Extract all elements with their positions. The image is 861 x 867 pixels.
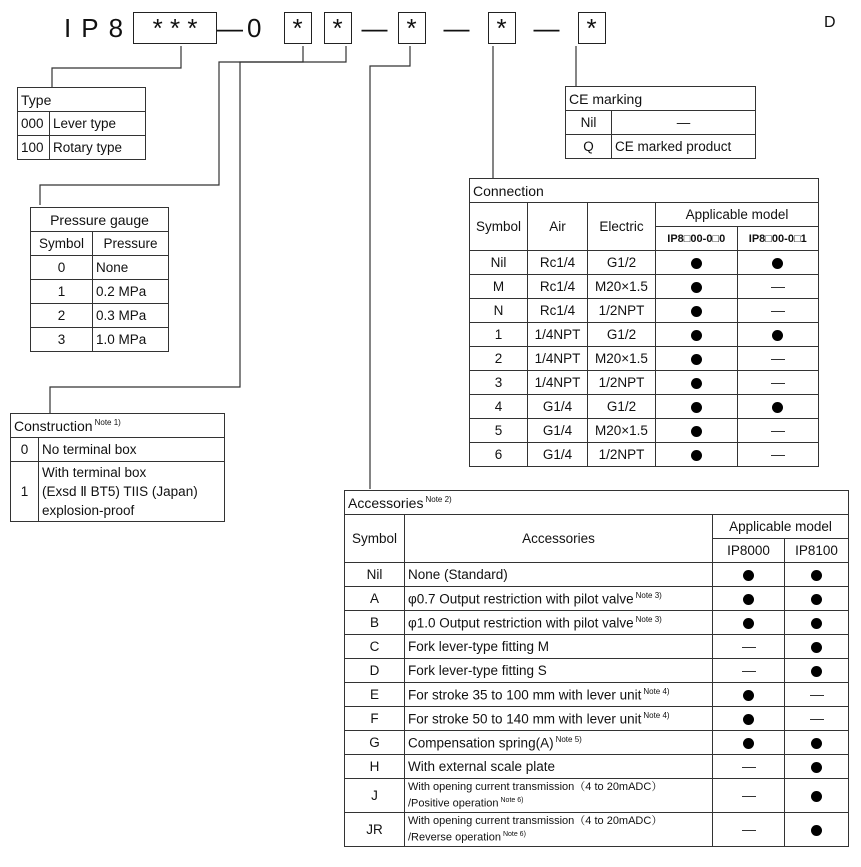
table-row: 1 With terminal box (Exsd Ⅱ BT5) TIIS (Japan) explosion-proof bbox=[11, 462, 225, 522]
pressure-gauge-table: Pressure gauge Symbol Pressure 0 None 1 0.2 MPa 2 0.3 MPa 3 1.0 MPa bbox=[30, 207, 169, 352]
table-row: 5 G1/4 M20×1.5 bbox=[470, 419, 819, 443]
dot-mark bbox=[772, 330, 783, 341]
dot-mark bbox=[691, 450, 702, 461]
table-row: Nil None (Standard) bbox=[345, 563, 849, 587]
ce-marking-table bbox=[565, 86, 756, 159]
dash-mark bbox=[771, 311, 785, 312]
dot-mark bbox=[691, 258, 702, 269]
dash-mark bbox=[810, 719, 824, 720]
table-row: C Fork lever-type fitting M bbox=[345, 635, 849, 659]
table-row: D Fork lever-type fitting S bbox=[345, 659, 849, 683]
table-row: 2 0.3 MPa bbox=[31, 304, 169, 328]
table-row: Nil — bbox=[566, 111, 756, 135]
table-row: 1 1/4NPT G1/2 bbox=[470, 323, 819, 347]
table-row: 2 1/4NPT M20×1.5 bbox=[470, 347, 819, 371]
dot-mark bbox=[743, 594, 754, 605]
table-row: 0 None bbox=[31, 256, 169, 280]
table-row: 1 0.2 MPa bbox=[31, 280, 169, 304]
dash-mark bbox=[742, 671, 756, 672]
dot-mark bbox=[691, 354, 702, 365]
dash-mark bbox=[771, 455, 785, 456]
dash-mark bbox=[771, 431, 785, 432]
table-row: N Rc1/4 1/2NPT bbox=[470, 299, 819, 323]
table-row: J With opening current transmission（4 to 20mADC） /Positive operation $^{Note 6)}$ bbox=[345, 779, 849, 813]
table-row: 3 1/4NPT 1/2NPT bbox=[470, 371, 819, 395]
dot-mark bbox=[691, 402, 702, 413]
code-box-pressure: * bbox=[284, 12, 312, 44]
ce-title: CE marking bbox=[566, 87, 756, 111]
table-row: M Rc1/4 M20×1.5 bbox=[470, 275, 819, 299]
accessories-table: Accessories $^{Note 2)}$ Symbol Accessories Applicable model IP8000 IP8100 Nil None (Standard) A φ0.7 Output restriction with pilot valve $^{Note 3)}$ B φ1.0 Output restriction with pilot valve $^{Note 3)}$ C Fork lever-type fitting M D Fork lever-type fitting S E For stroke 35 to 100 mm with lever unit $^{Note 4)}$ F For stroke 50 to 140 mm with lever unit $^{Note 4)}$ G Compensation spring(A) $^{Note 5)}$ H With external scale plate J With opening current transmission（4 to 20mADC） /Positive operation $^{Note 6)}$ JR With opening current transmission（4 to 20mADC） /Reverse operation $^{Note 6)}$ bbox=[344, 490, 849, 847]
table-row: H With external scale plate bbox=[345, 755, 849, 779]
dot-mark bbox=[691, 330, 702, 341]
table-row: JR With opening current transmission（4 to 20mADC） /Reverse operation $^{Note 6)}$ bbox=[345, 813, 849, 847]
type-title: Type bbox=[18, 88, 146, 112]
dash-mark bbox=[742, 647, 756, 648]
dot-mark bbox=[811, 642, 822, 653]
connection-title: Connection bbox=[470, 179, 819, 203]
dot-mark bbox=[811, 594, 822, 605]
table-row: E For stroke 35 to 100 mm with lever unit $^{Note 4)}$ bbox=[345, 683, 849, 707]
table-row: F For stroke 50 to 140 mm with lever unit $^{Note 4)}$ bbox=[345, 707, 849, 731]
dot-mark bbox=[811, 738, 822, 749]
table-row: 000 Lever type bbox=[18, 112, 146, 136]
page-letter: D bbox=[824, 14, 836, 31]
dash-mark bbox=[810, 695, 824, 696]
table-row: 6 G1/4 1/2NPT bbox=[470, 443, 819, 467]
dash-mark bbox=[742, 830, 756, 831]
dot-mark bbox=[772, 258, 783, 269]
code-box-accessories: * bbox=[488, 12, 516, 44]
table-row: B φ1.0 Output restriction with pilot valve $^{Note 3)}$ bbox=[345, 611, 849, 635]
dot-mark bbox=[743, 618, 754, 629]
code-prefix: IP8 bbox=[64, 12, 134, 43]
table-row: Nil Rc1/4 G1/2 bbox=[470, 251, 819, 275]
code-box-ce: * bbox=[578, 12, 606, 44]
dash-mark bbox=[742, 796, 756, 797]
table-row: 3 1.0 MPa bbox=[31, 328, 169, 352]
connection-table: Connection Symbol Air Electric Applicable model IP8□00-0□0 IP8□00-0□1 Nil Rc1/4 G1/2 M Rc1/4 M20×1.5 N Rc1/4 1/2NPT 1 1/4NPT G1/2 2 1/4NPT M20×1.5 3 1/4NPT 1/2NPT 4 G1/4 G1/2 5 G1/4 M20×1.5 6 G1/4 1/2NPT bbox=[469, 178, 819, 467]
dash-mark bbox=[771, 287, 785, 288]
table-row: 4 G1/4 G1/2 bbox=[470, 395, 819, 419]
dot-mark bbox=[811, 825, 822, 836]
dot-mark bbox=[743, 738, 754, 749]
dash-mark bbox=[771, 383, 785, 384]
code-box-connection: * bbox=[398, 12, 426, 44]
dot-mark bbox=[691, 306, 702, 317]
construction-title: Construction bbox=[14, 417, 93, 434]
dash-mark bbox=[742, 767, 756, 768]
table-row: 0 No terminal box bbox=[11, 438, 225, 462]
dash-mark bbox=[771, 359, 785, 360]
dot-mark bbox=[811, 762, 822, 773]
dot-mark bbox=[772, 402, 783, 413]
dot-mark bbox=[811, 666, 822, 677]
table-row: 100 Rotary type bbox=[18, 136, 146, 160]
code-box-construction: * bbox=[324, 12, 352, 44]
dot-mark bbox=[743, 570, 754, 581]
construction-table: Construction $^{Note 1)}$ 0 No terminal box 1 With terminal box (Exsd Ⅱ BT5) TIIS (Japan) explosion-proof bbox=[10, 413, 225, 522]
dot-mark bbox=[811, 791, 822, 802]
pressure-title: Pressure gauge bbox=[31, 208, 169, 232]
dot-mark bbox=[811, 570, 822, 581]
table-row: G Compensation spring(A) $^{Note 5)}$ bbox=[345, 731, 849, 755]
type-table bbox=[17, 87, 146, 160]
accessories-title: Accessories bbox=[348, 494, 424, 511]
dot-mark bbox=[691, 426, 702, 437]
dot-mark bbox=[811, 618, 822, 629]
part-number-code: IP8 * * * — 0 * * — * — * — * bbox=[64, 10, 606, 46]
dot-mark bbox=[743, 714, 754, 725]
dot-mark bbox=[743, 690, 754, 701]
table-row: Q CE marked product bbox=[566, 135, 756, 159]
table-row: A φ0.7 Output restriction with pilot valve $^{Note 3)}$ bbox=[345, 587, 849, 611]
dot-mark bbox=[691, 282, 702, 293]
dot-mark bbox=[691, 378, 702, 389]
code-box-type: * * * bbox=[133, 12, 217, 44]
